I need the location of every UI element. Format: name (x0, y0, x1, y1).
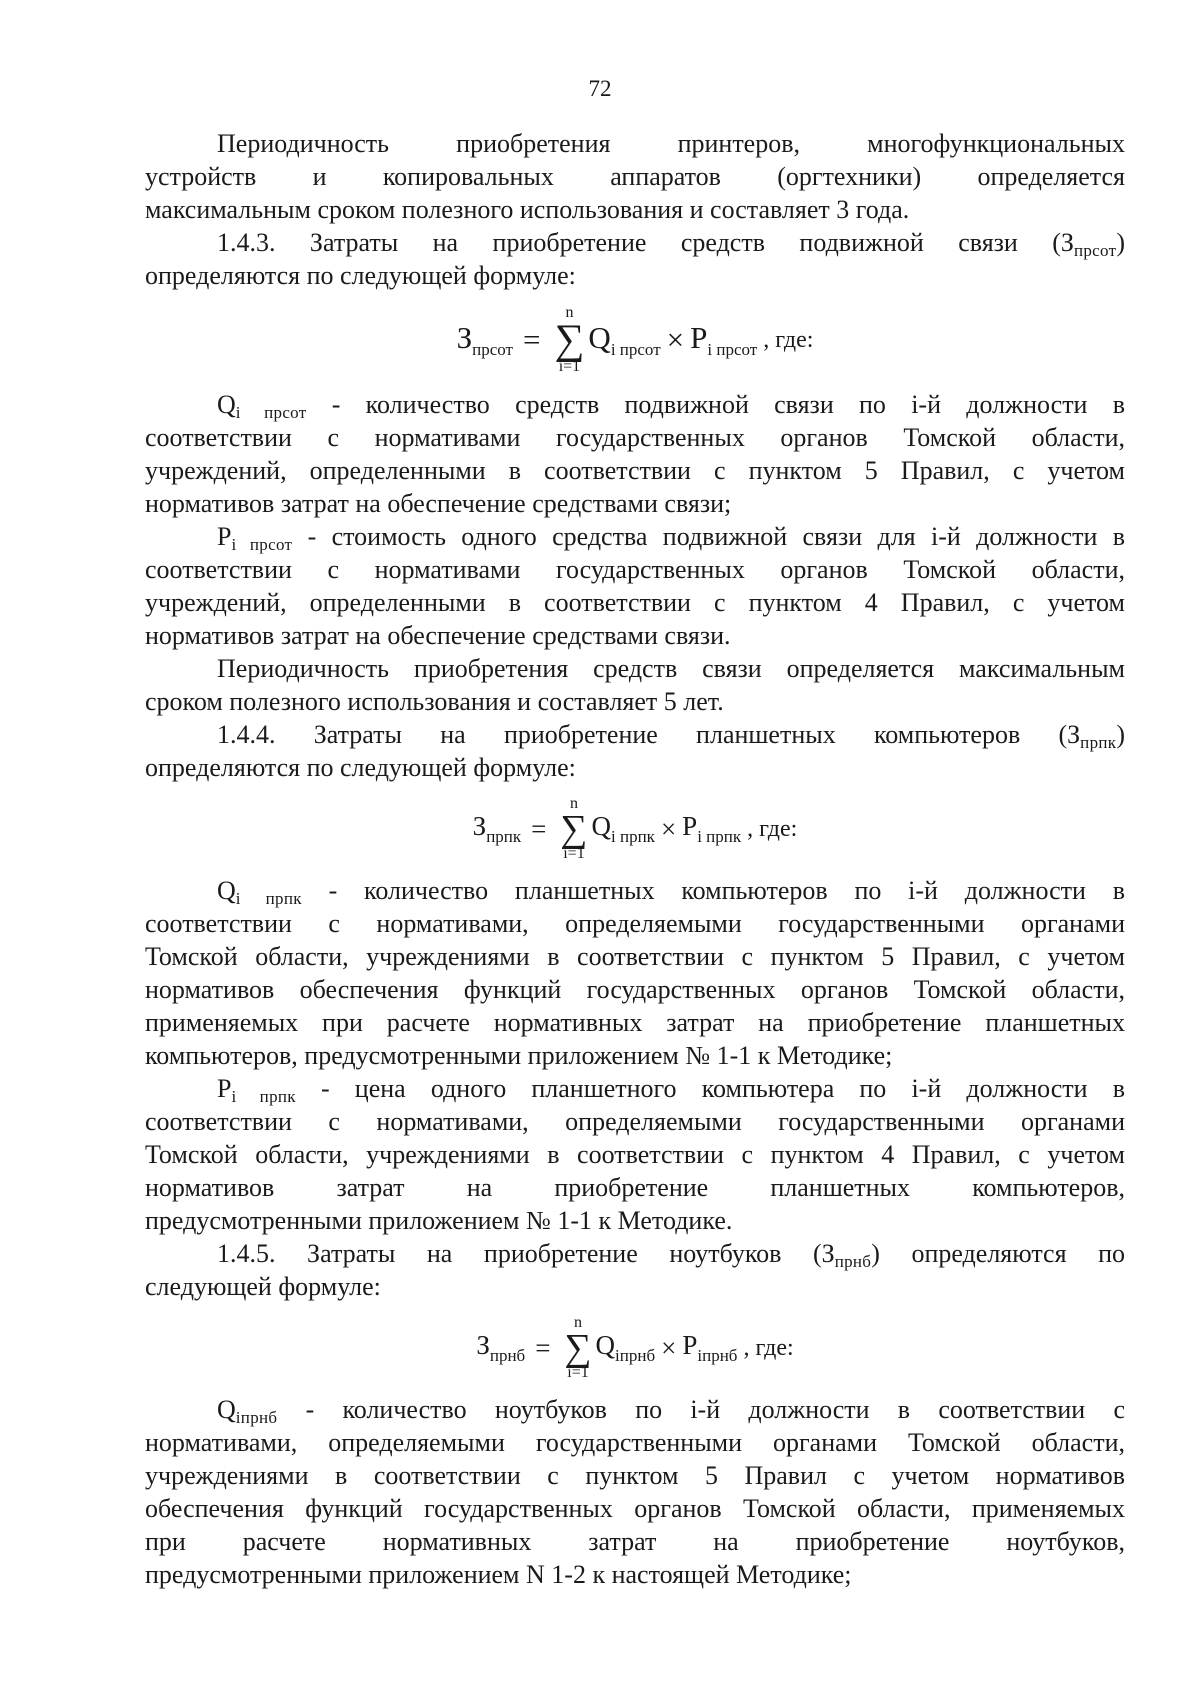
section-1-4-3 (145, 226, 1125, 292)
page-number: 72 (588, 76, 612, 101)
text-line: Периодичность приобретения принтеров, многофункциональных (217, 129, 1125, 158)
text-line: нормативов обеспечения функций государственных органов Томской области, (145, 975, 1125, 1004)
heading-close: ) (1116, 228, 1125, 257)
formula-p-term: $P_{i прсот}$ (690, 320, 758, 359)
formula-equals: = (531, 813, 547, 844)
formula-times: × (666, 322, 685, 357)
section-1-4-4 (145, 718, 1125, 784)
section-heading-line (145, 226, 1125, 259)
formula-times: × (660, 813, 677, 844)
text-line: нормативами, определяемыми государственными органами Томской области, (145, 1428, 1125, 1457)
text-line: учреждений, определенными в соответствии с пунктом 4 Правил, с учетом (145, 588, 1125, 617)
text-line: Томской области, учреждениями в соответствии с пунктом 5 Правил, с учетом (145, 942, 1125, 971)
section-heading-line: 1.4.4. Затраты на приобретение планшетных компьютеров $(З_{прпк})$ (217, 720, 1125, 752)
sum-symbol: n ∑ i=1 (554, 304, 585, 375)
page-content (145, 127, 1125, 1591)
definition-p-prpk (145, 1072, 1125, 1237)
formula-p-term: $P_{i прпк}$ (682, 811, 742, 846)
text-line: учреждений, определенными в соответствии с пунктом 5 Правил, с учетом (145, 456, 1125, 485)
text-line: нормативов затрат на обеспечение средствами связи. (145, 621, 731, 650)
definition-first-line: $Q_{i прпк}$ - количество планшетных компьютеров по i-й должности в (217, 876, 1125, 908)
formula-lhs: $З_{прпк}$ (472, 811, 522, 846)
heading-text: 1.4.3. Затраты на приобретение средств подвижной связи (З (217, 228, 1074, 257)
definition-first-line: $P_{i прсот}$ - стоимость одного средства подвижной связи для i-й должности в (217, 522, 1125, 554)
formula-tail: , где: (763, 326, 814, 353)
formula-times: × (661, 1332, 677, 1363)
definition-first-line: $P_{i прпк}$ - цена одного планшетного компьютера по i-й должности в (217, 1074, 1125, 1106)
sum-symbol: n ∑ i=1 (564, 1314, 592, 1381)
formula-equals: = (535, 1332, 551, 1363)
formula-prsot (145, 292, 1125, 388)
text-line: компьютеров, предусмотренными приложением № 1-1 к Методике; (145, 1041, 893, 1070)
formula-p-term: $P_{iпрнб}$ (682, 1330, 738, 1365)
definition-p-prsot (145, 520, 1125, 652)
definition-q-prnb (145, 1393, 1125, 1591)
text-line: нормативов затрат на обеспечение средствами связи; (145, 489, 732, 518)
section-heading-line: 1.4.5. Затраты на приобретение ноутбуков $(З_{прнб})$ определяются по (217, 1239, 1125, 1271)
text-line: Периодичность приобретения средств связи определяется максимальным (217, 654, 1125, 683)
text-line: соответствии с нормативами, определяемыми государственными органами (145, 1107, 1125, 1136)
formula-prpk (145, 784, 1125, 874)
formula-q-term: $Q_{i прпк}$ (591, 811, 655, 846)
section-1-4-5 (145, 1237, 1125, 1303)
text-line: следующей формуле: (145, 1272, 381, 1301)
text-line: соответствии с нормативами государственных органов Томской области, (145, 423, 1125, 452)
definition-first-line: $Q_{iпрнб}$ - количество ноутбуков по i-й должности в соответствии с (217, 1395, 1125, 1427)
formula-tail: , где: (747, 815, 798, 842)
heading-subscript: прсот (1073, 241, 1117, 260)
formula-equals: = (522, 322, 541, 357)
definition-q-prsot (145, 388, 1125, 520)
formula-lhs: $З_{прнб}$ (476, 1330, 526, 1365)
text-line: при расчете нормативных затрат на приобретение ноутбуков, (145, 1527, 1125, 1556)
text-line: применяемых при расчете нормативных затрат на приобретение планшетных (145, 1008, 1125, 1037)
text-line: соответствии с нормативами государственных органов Томской области, (145, 555, 1125, 584)
formula-q-term: $Q_{iпрнб}$ (595, 1330, 656, 1365)
definition-q-prpk (145, 874, 1125, 1072)
text-line: обеспечения функций государственных органов Томской области, применяемых (145, 1494, 1125, 1523)
text-line: предусмотренными приложением N 1-2 к настоящей Методике; (145, 1560, 852, 1589)
text-line: нормативов затрат на приобретение планшетных компьютеров, (145, 1173, 1125, 1202)
text-line: сроком полезного использования и составляет 5 лет. (145, 687, 724, 716)
text-line: предусмотренными приложением № 1-1 к Методике. (145, 1206, 733, 1235)
formula-prnb (145, 1303, 1125, 1393)
text-line: устройств и копировальных аппаратов (оргтехники) определяется (145, 162, 1125, 191)
definition-first-line: $Q_{i прсот}$ - количество средств подвижной связи по i-й должности в (217, 390, 1126, 422)
text-line: соответствии с нормативами, определяемыми государственными органами (145, 909, 1125, 938)
text-line: учреждениями в соответствии с пунктом 5 Правил с учетом нормативов (145, 1461, 1125, 1490)
formula-lhs: $З_{прсот}$ (456, 320, 513, 359)
text-line: определяются по следующей формуле: (145, 261, 576, 290)
sum-symbol: n ∑ i=1 (560, 795, 588, 862)
formula-tail: , где: (743, 1334, 794, 1361)
formula-q-term: $Q_{i прсот}$ (588, 320, 661, 359)
text-line: Томской области, учреждениями в соответствии с пунктом 4 Правил, с учетом (145, 1140, 1125, 1169)
text-line: максимальным сроком полезного использования и составляет 3 года. (145, 195, 910, 224)
paragraph-communication-periodicity (145, 652, 1125, 718)
text-line: определяются по следующей формуле: (145, 753, 576, 782)
paragraph-printer-periodicity (145, 127, 1125, 226)
